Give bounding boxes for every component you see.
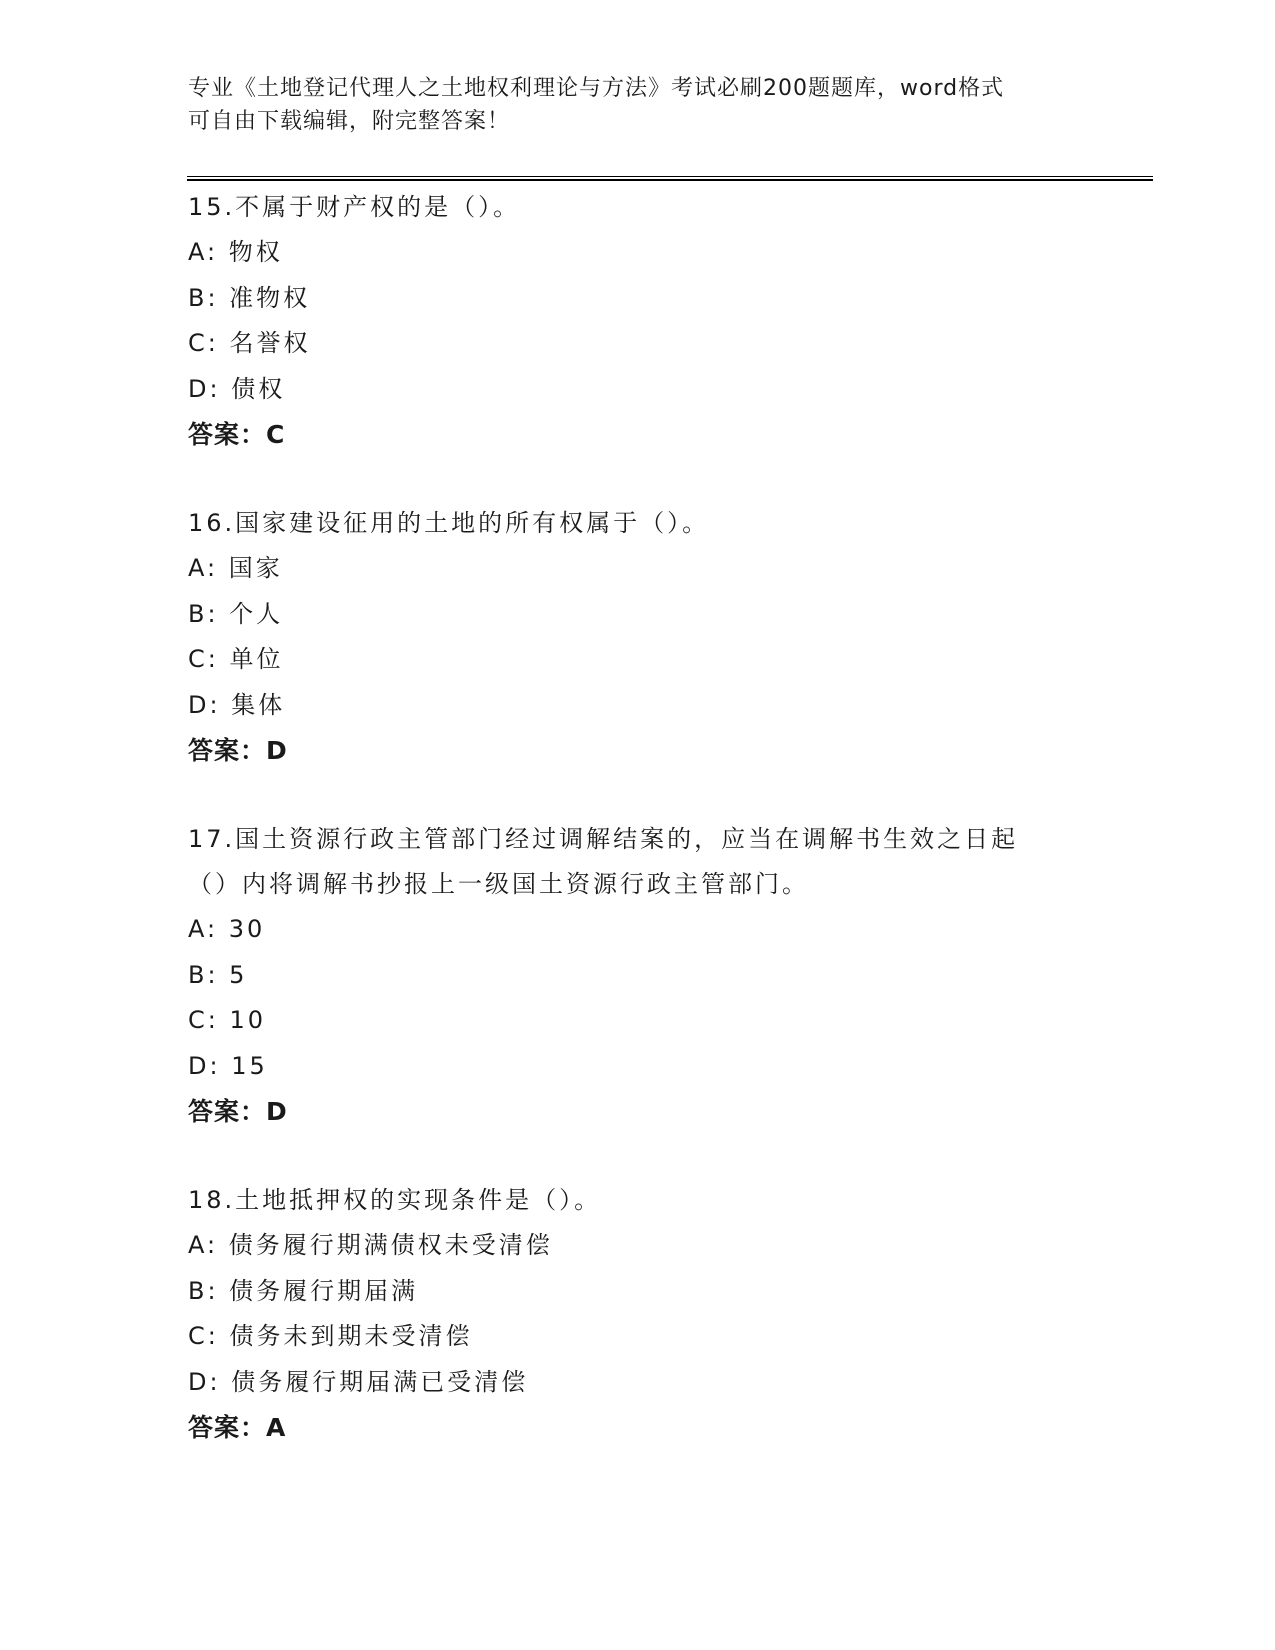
- answer-label: 答案：C: [188, 420, 286, 449]
- question-16: [188, 501, 1088, 774]
- option-a: A: 物权: [188, 238, 283, 266]
- answer-label: 答案：A: [188, 1413, 287, 1442]
- header-divider-thin: [187, 176, 1153, 177]
- header-divider-thick: [187, 179, 1153, 181]
- option-c: C: 名誉权: [188, 329, 311, 357]
- option-d: D: 债权: [188, 374, 286, 403]
- option-b: B: 5: [188, 960, 248, 989]
- question-17: [188, 817, 1088, 1135]
- option-b: B: 债务履行期届满: [188, 1276, 419, 1305]
- option-c: C: 单位: [188, 645, 284, 673]
- document-header: [188, 72, 1088, 138]
- option-d: D: 15: [188, 1051, 268, 1080]
- question-15: [188, 185, 1088, 458]
- option-d: D: 集体: [188, 690, 286, 719]
- option-a: A: 国家: [188, 554, 283, 582]
- question-stem: 15.不属于财产权的是（）。: [188, 193, 521, 221]
- question-18: [188, 1178, 1088, 1451]
- option-b: B: 准物权: [188, 283, 311, 312]
- header-line-1: 专业《土地登记代理人之土地权利理论与方法》考试必刷200题题库，word格式: [188, 76, 1005, 101]
- question-stem-line-1: 17.国土资源行政主管部门经过调解结案的，应当在调解书生效之日起: [188, 825, 1019, 853]
- question-stem: 18.土地抵押权的实现条件是（）。: [188, 1186, 602, 1214]
- option-a: A: 债务履行期满债权未受清偿: [188, 1231, 553, 1259]
- answer-label: 答案：D: [188, 736, 288, 765]
- header-line-2: 可自由下载编辑，附完整答案！: [188, 109, 511, 134]
- option-c: C: 10: [188, 1006, 267, 1034]
- question-stem-line-2: （）内将调解书抄报上一级国土资源行政主管部门。: [188, 870, 809, 898]
- option-b: B: 个人: [188, 599, 284, 628]
- option-c: C: 债务未到期未受清偿: [188, 1322, 473, 1350]
- answer-label: 答案：D: [188, 1097, 288, 1126]
- option-d: D: 债务履行期届满已受清偿: [188, 1367, 529, 1396]
- option-a: A: 30: [188, 915, 266, 943]
- question-stem: 16.国家建设征用的土地的所有权属于（）。: [188, 509, 710, 537]
